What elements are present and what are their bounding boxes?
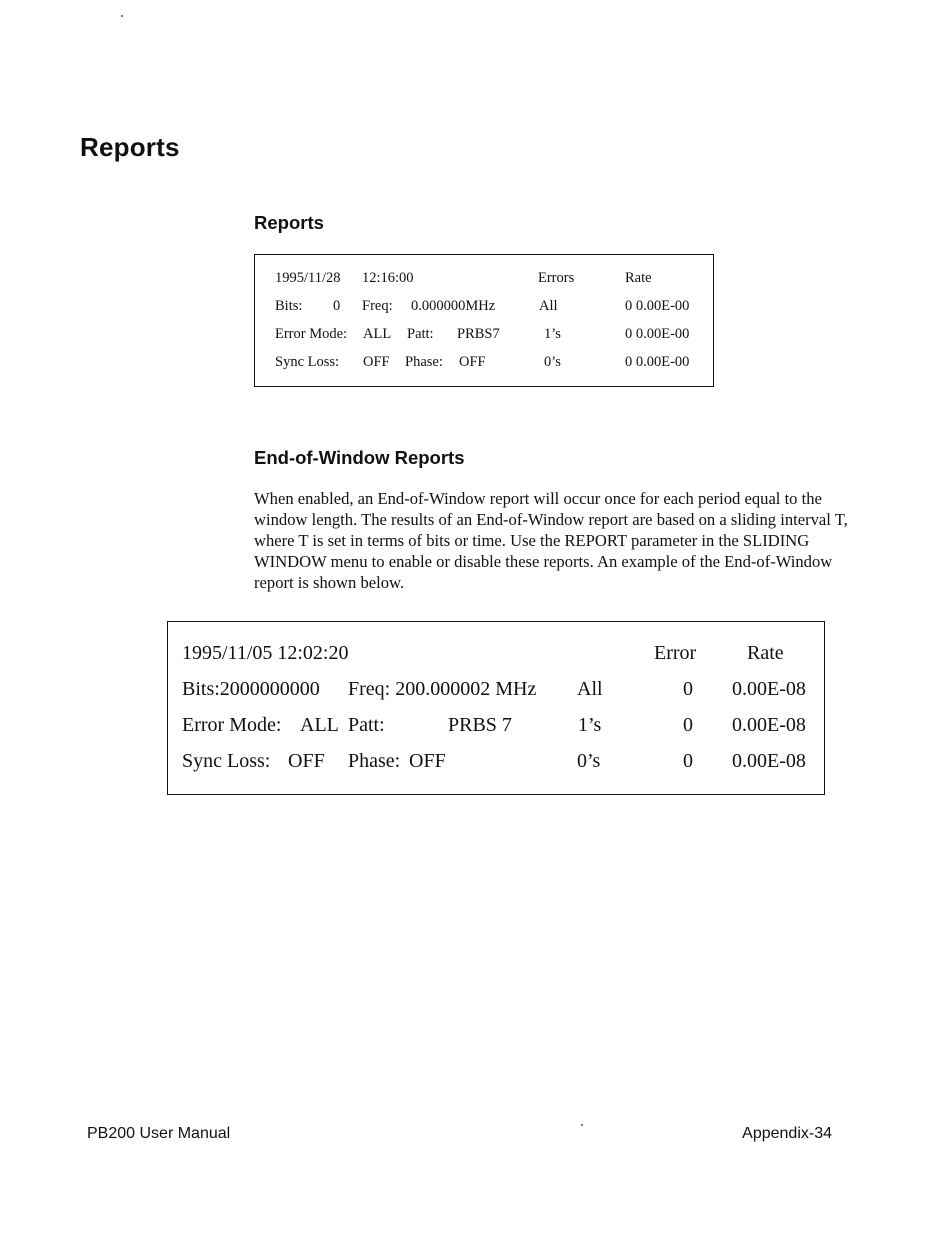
eow-datetime: 1995/11/05 12:02:20 bbox=[182, 642, 349, 664]
footer-manual-title: PB200 User Manual bbox=[87, 1125, 231, 1142]
eow-patt-label: Patt: bbox=[348, 714, 385, 736]
all-rate: 0 0.00E-00 bbox=[625, 298, 690, 314]
error-mode-value: ALL bbox=[363, 326, 392, 342]
phase-label: Phase: bbox=[405, 354, 443, 370]
eow-patt-value: PRBS 7 bbox=[448, 714, 512, 736]
eow-sync-loss-value: OFF bbox=[288, 750, 325, 772]
sync-loss-label: Sync Loss: bbox=[275, 354, 340, 370]
error-mode-label: Error Mode: bbox=[275, 326, 348, 342]
errors-header: Errors bbox=[538, 270, 575, 286]
eow-example-box bbox=[167, 621, 825, 795]
eow-section-title: End-of-Window Reports bbox=[254, 447, 465, 468]
page-title: Reports bbox=[80, 132, 180, 162]
eow-zeros-rate: 0.00E-08 bbox=[732, 750, 806, 772]
ones-label: 1’s bbox=[544, 326, 561, 342]
freq-label: Freq: bbox=[362, 298, 393, 314]
eow-phase-value: OFF bbox=[409, 750, 446, 772]
eow-all-rate: 0.00E-08 bbox=[732, 678, 806, 700]
zeros-label: 0’s bbox=[544, 354, 561, 370]
eow-phase-label: Phase: bbox=[348, 750, 401, 772]
bits-value: 0 bbox=[333, 298, 341, 314]
eow-ones-errors: 0 bbox=[683, 714, 693, 736]
eow-error-header: Error bbox=[654, 642, 697, 664]
eow-rate-header: Rate bbox=[747, 642, 784, 664]
eow-all-label: All bbox=[577, 678, 603, 700]
eow-freq: Freq: 200.000002 MHz bbox=[348, 678, 537, 700]
rate-header: Rate bbox=[625, 270, 652, 286]
footer-page-number: Appendix-34 bbox=[742, 1125, 832, 1142]
bits-label: Bits: bbox=[275, 298, 303, 314]
reports-example-box bbox=[254, 254, 714, 387]
speck-mark bbox=[581, 1124, 583, 1126]
freq-value: 0.000000MHz bbox=[411, 298, 496, 314]
ones-rate: 0 0.00E-00 bbox=[625, 326, 690, 342]
all-label: All bbox=[539, 298, 558, 314]
phase-value: OFF bbox=[459, 354, 486, 370]
speck-mark bbox=[121, 15, 123, 17]
reports-section-title: Reports bbox=[254, 212, 324, 233]
eow-ones-label: 1’s bbox=[578, 714, 602, 736]
report-date: 1995/11/28 bbox=[275, 270, 341, 286]
patt-label: Patt: bbox=[407, 326, 434, 342]
eow-error-mode-value: ALL bbox=[300, 714, 339, 736]
eow-all-errors: 0 bbox=[683, 678, 693, 700]
eow-bits: Bits:2000000000 bbox=[182, 678, 320, 700]
eow-sync-loss-label: Sync Loss: bbox=[182, 750, 271, 772]
eow-description: When enabled, an End-of-Window report will occur once for each period equal to the window length. The results of an End-of-Window report are based on a sliding interval T, where T is set in terms of bits or time. Use the REPORT parameter in the SLIDING WINDOW menu to enable or disable these reports. An example of the End-of-Window report is shown below. bbox=[254, 489, 848, 592]
sync-loss-value: OFF bbox=[363, 354, 390, 370]
eow-error-mode-label: Error Mode: bbox=[182, 714, 282, 736]
eow-ones-rate: 0.00E-08 bbox=[732, 714, 806, 736]
patt-value: PRBS7 bbox=[457, 326, 500, 342]
report-time: 12:16:00 bbox=[362, 270, 414, 286]
zeros-rate: 0 0.00E-00 bbox=[625, 354, 690, 370]
eow-zeros-errors: 0 bbox=[683, 750, 693, 772]
eow-zeros-label: 0’s bbox=[577, 750, 601, 772]
